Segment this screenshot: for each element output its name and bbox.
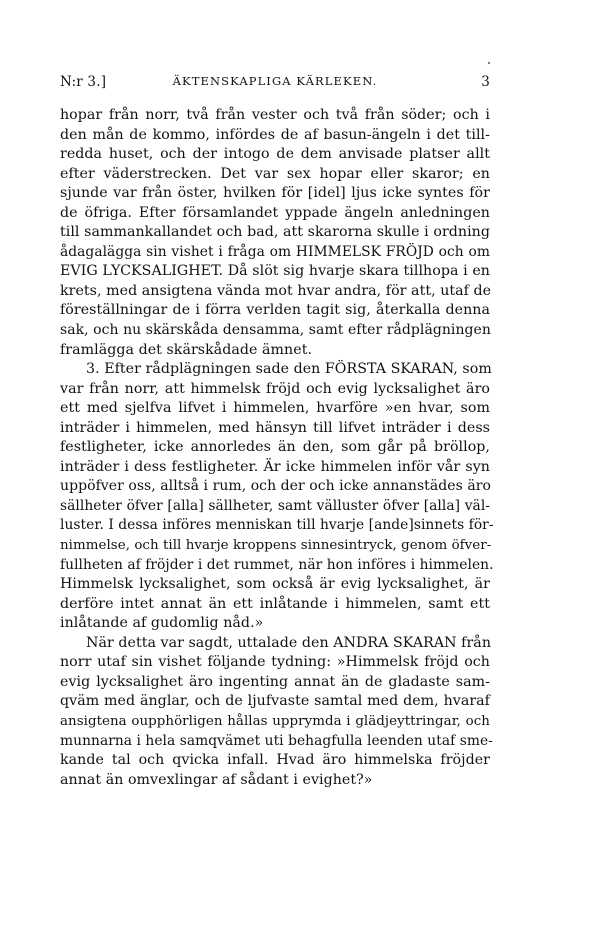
text-line: framlägga det skärskådade ämnet. xyxy=(60,341,313,358)
text-line: qväm med änglar, och de ljufvaste samtal med dem, hvaraf xyxy=(60,693,490,710)
text-line: sak, och nu skärskåda densamma, samt efter rådplägningen xyxy=(60,322,491,339)
running-title: ÄKTENSKAPLIGA KÄRLEKEN. xyxy=(172,74,378,88)
text-line: redda huset, och der intogo de dem anvisade platser allt xyxy=(60,146,490,163)
text-line: När detta var sagdt, uttalade den ANDRA SKARAN från xyxy=(86,634,492,651)
page-number: 3 xyxy=(481,74,490,90)
text-line: till sammankallandet och bad, att skarorna skulle i ordning xyxy=(60,224,490,241)
running-header xyxy=(60,74,490,96)
text-line: luster. I dessa införes menniskan till hvarje [ande]sinnets för- xyxy=(60,517,494,534)
text-line: föreställningar de i förra verlden tagit sig, återkalla denna xyxy=(60,302,490,319)
text-line: ådagalägga sin vishet i fråga om HIMMELSK FRÖJD och om xyxy=(60,243,490,260)
text-line: uppöfver oss, alltså i rum, och der och icke annanstädes äro xyxy=(60,478,491,495)
text-line: 3. Efter rådplägningen sade den FÖRSTA SKARAN, som xyxy=(86,361,492,378)
text-line: efter väderstrecken. Det var sex hopar eller skaror; en xyxy=(60,165,490,182)
text-line: kande tal och qvicka infall. Hvad äro himmelska fröjder xyxy=(60,752,490,769)
text-line: ett med sjelfva lifvet i himmelen, hvarföre »en hvar, som xyxy=(60,400,490,417)
issue-number: N:r 3.] xyxy=(60,74,107,90)
text-line: ansigtena oupphörligen hållas upprymda i glädjeyttringar, och xyxy=(60,713,490,729)
text-line: norr utaf sin vishet följande tydning: »Himmelsk fröjd och xyxy=(60,654,490,671)
text-line: krets, med ansigtena vända mot hvar andra, för att, utaf de xyxy=(60,282,492,299)
text-line: hopar från norr, två från vester och två från söder; och i xyxy=(60,107,490,123)
text-line: EVIG LYCKSALIGHET. Då slöt sig hvarje skara tillhopa i en xyxy=(60,263,490,280)
text-line: evig lycksalighet äro ingenting annat än de gladaste sam- xyxy=(60,673,490,690)
text-line: Himmelsk lycksalighet, som också är evig lycksalighet, är xyxy=(60,576,490,593)
text-line: var från norr, att himmelsk fröjd och evig lycksalighet äro xyxy=(60,380,490,397)
text-line: nimmelse, och till hvarje kroppens sinnesintryck, genom öfver- xyxy=(60,538,492,554)
text-line: sjunde var från öster, hvilken för [idel] ljus icke syntes för xyxy=(60,185,490,202)
text-line: annat än omvexlingar af sådant i evighet?» xyxy=(60,771,373,788)
book-page xyxy=(60,74,494,790)
text-line: sällheter öfver [alla] sällheter, samt välluster öfver [alla] väl- xyxy=(60,497,490,514)
text-line: inträder i himmelen, med hänsyn till lifvet inträder i dess xyxy=(60,419,490,436)
text-line: festligheter, icke annorledes än den, som går på bröllop, xyxy=(60,439,490,456)
text-line: derföre intet annat än ett inlåtande i himmelen, samt ett xyxy=(60,595,490,612)
text-line: inlåtande af gudomlig nåd.» xyxy=(60,615,264,632)
text-line: munnarna i hela samqvämet uti behagfulla leenden utaf sme- xyxy=(60,732,493,749)
text-line: den mån de kommo, infördes de af basun-ängeln i det till- xyxy=(60,126,490,143)
text-line: fullheten af fröjder i det rummet, när hon införes i himmelen. xyxy=(60,556,494,573)
text-line: de öfriga. Efter församlandet yppade ängeln anledningen xyxy=(60,204,490,221)
body-text xyxy=(60,106,494,790)
text-line: inträder i dess festligheter. Är icke himmelen inför vår syn xyxy=(60,458,490,475)
print-speck xyxy=(488,62,490,64)
